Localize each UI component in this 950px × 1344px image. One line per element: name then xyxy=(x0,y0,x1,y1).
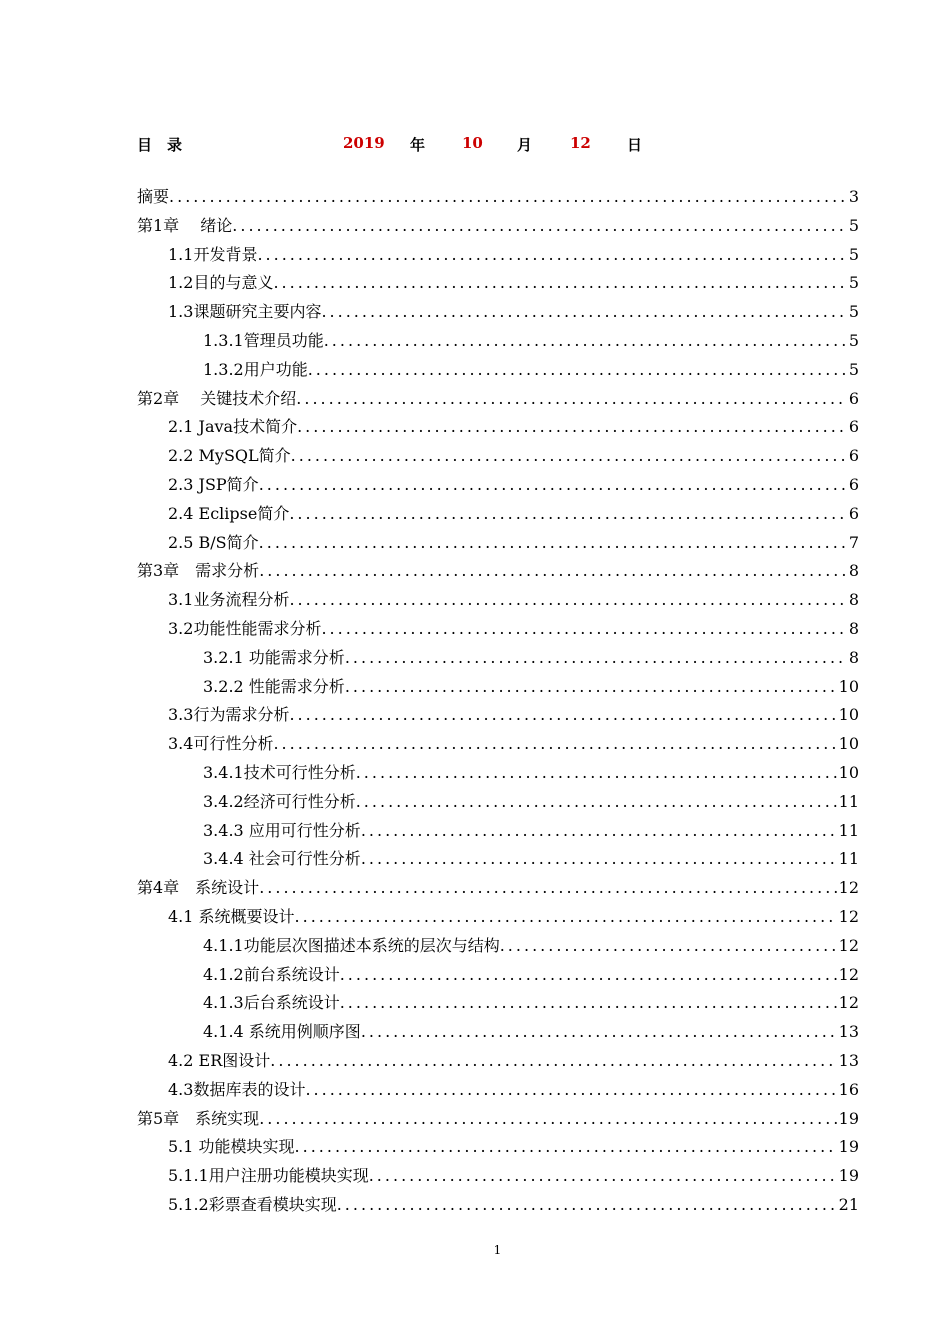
toc-leader-dots xyxy=(259,471,847,499)
toc-entry-page: 12 xyxy=(838,907,859,926)
toc-entry-title: 2.3 JSP简介 xyxy=(168,475,259,494)
toc-leader-dots xyxy=(337,1191,837,1219)
toc-entry-title: 1.3.2用户功能 xyxy=(203,360,308,379)
toc-entry-page: 5 xyxy=(848,302,859,321)
toc-entry-title: 第3章 需求分析 xyxy=(137,561,260,580)
toc-entry[interactable] xyxy=(168,615,859,643)
toc-leader-dots xyxy=(340,989,837,1017)
toc-entry[interactable] xyxy=(137,212,859,240)
toc-entry-page: 5 xyxy=(848,216,859,235)
toc-entry-title: 2.2 MySQL简介 xyxy=(168,446,291,465)
toc-entry-page: 6 xyxy=(848,389,859,408)
toc-entry[interactable] xyxy=(168,1047,859,1075)
toc-entry-page: 3 xyxy=(848,187,859,206)
toc-entry-title: 3.4.4 社会可行性分析 xyxy=(203,849,361,868)
toc-leader-dots xyxy=(361,845,837,873)
toc-leader-dots xyxy=(273,269,846,297)
toc-entry-page: 10 xyxy=(838,734,859,753)
toc-entry-title: 3.4.2经济可行性分析 xyxy=(203,792,356,811)
toc-entry-page: 19 xyxy=(838,1109,859,1128)
toc-entry-page: 8 xyxy=(848,561,859,580)
toc-leader-dots xyxy=(296,385,847,413)
toc-leader-dots xyxy=(295,1133,837,1161)
toc-entry-page: 8 xyxy=(848,619,859,638)
toc-leader-dots xyxy=(232,212,847,240)
toc-entry[interactable] xyxy=(137,874,859,902)
toc-entry-page: 5 xyxy=(848,360,859,379)
date-month: 10 xyxy=(462,134,483,152)
toc-leader-dots xyxy=(259,1105,836,1133)
toc-entry-title: 5.1 功能模块实现 xyxy=(168,1137,295,1156)
toc-entry-page: 5 xyxy=(848,331,859,350)
toc-entry-title: 4.1 系统概要设计 xyxy=(168,907,295,926)
toc-leader-dots xyxy=(345,673,837,701)
toc-entry[interactable] xyxy=(168,1162,859,1190)
toc-entry-page: 12 xyxy=(838,965,859,984)
toc-entry[interactable] xyxy=(203,644,859,672)
toc-leader-dots xyxy=(356,759,837,787)
toc-entry-title: 5.1.2彩票查看模块实现 xyxy=(168,1195,337,1214)
toc-entry-title: 3.4.3 应用可行性分析 xyxy=(203,821,361,840)
toc-entry-title: 5.1.1用户注册功能模块实现 xyxy=(168,1166,369,1185)
toc-entry-title: 3.4可行性分析 xyxy=(168,734,274,753)
toc-entry-title: 2.4 Eclipse简介 xyxy=(168,504,290,523)
date-year-unit: 年 xyxy=(410,136,426,154)
toc-entry[interactable] xyxy=(203,1018,859,1046)
toc-leader-dots xyxy=(289,701,836,729)
toc-entry-title: 3.2功能性能需求分析 xyxy=(168,619,322,638)
toc-entry-page: 8 xyxy=(848,648,859,667)
date-day-unit: 日 xyxy=(627,136,643,154)
toc-entry[interactable] xyxy=(168,903,859,931)
toc-entry-title: 4.1.2前台系统设计 xyxy=(203,965,340,984)
toc-entry-page: 12 xyxy=(838,878,859,897)
toc-entry[interactable] xyxy=(168,471,859,499)
toc-entry-page: 19 xyxy=(838,1137,859,1156)
toc-entry[interactable] xyxy=(203,817,859,845)
toc-leader-dots xyxy=(295,903,837,931)
toc-leader-dots xyxy=(289,586,846,614)
toc-leader-dots xyxy=(500,932,837,960)
toc-entry[interactable] xyxy=(137,385,859,413)
toc-entry-page: 10 xyxy=(838,677,859,696)
toc-leader-dots xyxy=(345,644,847,672)
toc-entry[interactable] xyxy=(203,788,859,816)
toc-entry-page: 11 xyxy=(838,792,859,811)
toc-entry-page: 21 xyxy=(838,1195,859,1214)
toc-entry[interactable] xyxy=(203,673,859,701)
toc-entry-page: 6 xyxy=(848,475,859,494)
toc-entry[interactable] xyxy=(168,269,859,297)
toc-entry-title: 1.2目的与意义 xyxy=(168,273,274,292)
toc-leader-dots xyxy=(324,327,847,355)
toc-entry[interactable] xyxy=(168,298,859,326)
toc-entry[interactable] xyxy=(168,730,859,758)
toc-leader-dots xyxy=(169,183,847,211)
toc-entry-page: 10 xyxy=(838,705,859,724)
toc-heading: 目 录 xyxy=(137,136,183,154)
toc-leader-dots xyxy=(297,413,847,441)
page-number: 1 xyxy=(493,1243,502,1257)
toc-entry-title: 第1章 绪论 xyxy=(137,216,233,235)
toc-entry[interactable] xyxy=(203,961,859,989)
toc-leader-dots xyxy=(305,1076,836,1104)
toc-entry[interactable] xyxy=(168,701,859,729)
toc-entry[interactable] xyxy=(203,845,859,873)
toc-leader-dots xyxy=(308,356,847,384)
toc-entry-title: 4.3数据库表的设计 xyxy=(168,1080,306,1099)
toc-entry-title: 2.5 B/S简介 xyxy=(168,533,259,552)
toc-entry-title: 4.1.1功能层次图描述本系统的层次与结构 xyxy=(203,936,500,955)
toc-entry-title: 摘要 xyxy=(137,187,170,206)
toc-entry-page: 13 xyxy=(838,1022,859,1041)
date-year: 2019 xyxy=(343,134,385,152)
toc-entry-page: 11 xyxy=(838,849,859,868)
toc-entry[interactable] xyxy=(203,989,859,1017)
toc-leader-dots xyxy=(259,529,847,557)
toc-leader-dots xyxy=(273,730,836,758)
toc-entry-page: 8 xyxy=(848,590,859,609)
toc-entry-page: 11 xyxy=(838,821,859,840)
toc-entry-title: 3.2.2 性能需求分析 xyxy=(203,677,345,696)
toc-leader-dots xyxy=(356,788,837,816)
toc-entry-title: 1.1开发背景 xyxy=(168,245,258,264)
toc-entry[interactable] xyxy=(168,1191,859,1219)
toc-entry[interactable] xyxy=(168,1133,859,1161)
toc-entry[interactable] xyxy=(137,1105,859,1133)
toc-leader-dots xyxy=(289,500,846,528)
toc-entry[interactable] xyxy=(168,500,859,528)
toc-leader-dots xyxy=(291,442,847,470)
toc-leader-dots xyxy=(259,874,836,902)
toc-leader-dots xyxy=(259,557,847,585)
toc-entry[interactable] xyxy=(137,183,859,211)
toc-entry[interactable] xyxy=(168,442,859,470)
toc-entry[interactable] xyxy=(203,759,859,787)
date-day: 12 xyxy=(570,134,591,152)
toc-entry-title: 1.3.1管理员功能 xyxy=(203,331,324,350)
toc-entry-title: 3.2.1 功能需求分析 xyxy=(203,648,345,667)
toc-entry[interactable] xyxy=(168,241,859,269)
toc-leader-dots xyxy=(369,1162,837,1190)
toc-entry[interactable] xyxy=(168,1076,859,1104)
toc-entry-title: 第5章 系统实现 xyxy=(137,1109,260,1128)
toc-entry[interactable] xyxy=(203,327,859,355)
toc-entry-page: 5 xyxy=(848,273,859,292)
toc-entry[interactable] xyxy=(168,586,859,614)
toc-entry-page: 19 xyxy=(838,1166,859,1185)
toc-entry-title: 4.2 ER图设计 xyxy=(168,1051,271,1070)
toc-entry[interactable] xyxy=(168,413,859,441)
toc-entry-title: 第2章 关键技术介绍 xyxy=(137,389,297,408)
toc-leader-dots xyxy=(321,298,846,326)
toc-entry-title: 3.1业务流程分析 xyxy=(168,590,290,609)
toc-leader-dots xyxy=(321,615,846,643)
toc-entry[interactable] xyxy=(203,356,859,384)
toc-leader-dots xyxy=(270,1047,836,1075)
toc-entry-page: 12 xyxy=(838,936,859,955)
toc-entry-title: 4.1.3后台系统设计 xyxy=(203,993,340,1012)
toc-leader-dots xyxy=(361,1018,837,1046)
toc-entry-title: 1.3课题研究主要内容 xyxy=(168,302,322,321)
toc-entry-page: 10 xyxy=(838,763,859,782)
toc-entry[interactable] xyxy=(168,529,859,557)
date-month-unit: 月 xyxy=(517,136,533,154)
toc-leader-dots xyxy=(257,241,846,269)
toc-entry-title: 第4章 系统设计 xyxy=(137,878,260,897)
toc-leader-dots xyxy=(340,961,837,989)
toc-entry-page: 6 xyxy=(848,504,859,523)
toc-entry-title: 3.4.1技术可行性分析 xyxy=(203,763,356,782)
toc-entry-page: 5 xyxy=(848,245,859,264)
toc-entry-page: 6 xyxy=(848,446,859,465)
toc-entry-page: 12 xyxy=(838,993,859,1012)
toc-entry[interactable] xyxy=(203,932,859,960)
toc-entry[interactable] xyxy=(137,557,859,585)
toc-entry-title: 2.1 Java技术简介 xyxy=(168,417,298,436)
toc-header xyxy=(0,134,950,158)
toc-entry-title: 3.3行为需求分析 xyxy=(168,705,290,724)
toc-leader-dots xyxy=(361,817,837,845)
toc-entry-page: 16 xyxy=(838,1080,859,1099)
toc-entry-title: 4.1.4 系统用例顺序图 xyxy=(203,1022,361,1041)
toc-entry-page: 6 xyxy=(848,417,859,436)
toc-entry-page: 7 xyxy=(848,533,859,552)
toc-entry-page: 13 xyxy=(838,1051,859,1070)
